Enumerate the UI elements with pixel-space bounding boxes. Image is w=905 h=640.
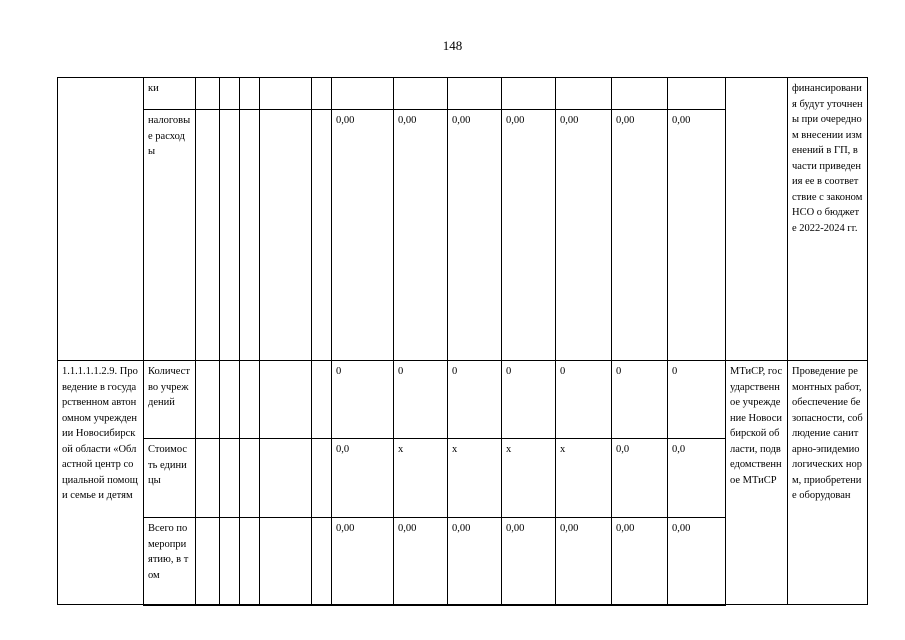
value-cell: x (502, 439, 556, 518)
value-cell: 0 (612, 361, 668, 439)
empty-cell (220, 78, 240, 110)
value-cell: 0 (448, 361, 502, 439)
value-cell: 0,00 (556, 110, 612, 361)
value-cell (668, 78, 726, 110)
value-cell: 0,00 (448, 518, 502, 605)
empty-cell (240, 110, 260, 361)
event-name-cell: 1.1.1.1.1.2.9. Проведение в государственном автономном учреждении Новосибирской области «Областной центр социальной помощи семье и детям (58, 361, 144, 605)
value-cell: x (394, 439, 448, 518)
value-cell: 0,0 (332, 439, 394, 518)
empty-cell (312, 110, 332, 361)
value-cell: 0,00 (556, 518, 612, 605)
value-cell (448, 78, 502, 110)
value-cell: 0,00 (668, 518, 726, 605)
value-cell: 0,00 (612, 518, 668, 605)
value-cell: 0,00 (612, 110, 668, 361)
empty-cell (240, 439, 260, 518)
value-cell: 0 (556, 361, 612, 439)
value-cell: 0,00 (332, 518, 394, 605)
value-cell: 0,00 (448, 110, 502, 361)
value-cell (556, 78, 612, 110)
empty-cell (220, 518, 240, 605)
executor-cell-empty (726, 78, 788, 361)
indicator-cell: Стоимость единицы (144, 439, 196, 518)
empty-cell (260, 361, 312, 439)
event-name-cell-empty (58, 78, 144, 361)
value-cell: 0 (394, 361, 448, 439)
indicator-cell: Всего по мероприятию, в том (144, 518, 196, 605)
empty-cell (312, 518, 332, 605)
executor-cell: МТиСР, государственное учреждение Новосибирской области, подведомственное МТиСР (726, 361, 788, 605)
empty-cell (312, 78, 332, 110)
value-cell: 0,0 (612, 439, 668, 518)
indicator-cell: ки (144, 78, 196, 110)
table-row-continuation (58, 78, 868, 110)
value-cell (332, 78, 394, 110)
empty-cell (220, 361, 240, 439)
empty-cell (240, 78, 260, 110)
value-cell (612, 78, 668, 110)
empty-cell (220, 110, 240, 361)
empty-cell (260, 518, 312, 605)
empty-cell (220, 439, 240, 518)
value-cell: 0 (668, 361, 726, 439)
result-note-cell: Проведение ремонтных работ, обеспечение безопасности, соблюдение санитарно-эпидемиологических норм, приобретение оборудован (788, 361, 868, 605)
indicator-cell: Количество учреждений (144, 361, 196, 439)
value-cell: 0,00 (502, 518, 556, 605)
table-row-institution-count (58, 361, 868, 439)
value-cell: 0,00 (332, 110, 394, 361)
empty-cell (196, 518, 220, 605)
result-note-cell: финансирования будут уточнены при очередном внесении изменений в ГП, в части приведения ее в соответствие с законом НСО о бюджете 2022-2024 гг. (788, 78, 868, 361)
empty-cell (260, 110, 312, 361)
empty-cell (240, 361, 260, 439)
value-cell: 0,00 (668, 110, 726, 361)
value-cell: x (556, 439, 612, 518)
value-cell (502, 78, 556, 110)
empty-cell (260, 439, 312, 518)
value-cell: x (448, 439, 502, 518)
event-plan-table (57, 77, 868, 606)
empty-cell (312, 439, 332, 518)
value-cell: 0,00 (394, 518, 448, 605)
value-cell: 0,0 (668, 439, 726, 518)
value-cell (394, 78, 448, 110)
empty-cell (196, 439, 220, 518)
value-cell: 0,00 (502, 110, 556, 361)
empty-cell (260, 78, 312, 110)
value-cell: 0 (502, 361, 556, 439)
empty-cell (196, 78, 220, 110)
empty-cell (196, 361, 220, 439)
page-number: 148 (442, 38, 463, 53)
empty-cell (312, 361, 332, 439)
empty-cell (240, 518, 260, 605)
empty-cell (196, 110, 220, 361)
indicator-cell: налоговые расходы (144, 110, 196, 361)
value-cell: 0,00 (394, 110, 448, 361)
value-cell: 0 (332, 361, 394, 439)
